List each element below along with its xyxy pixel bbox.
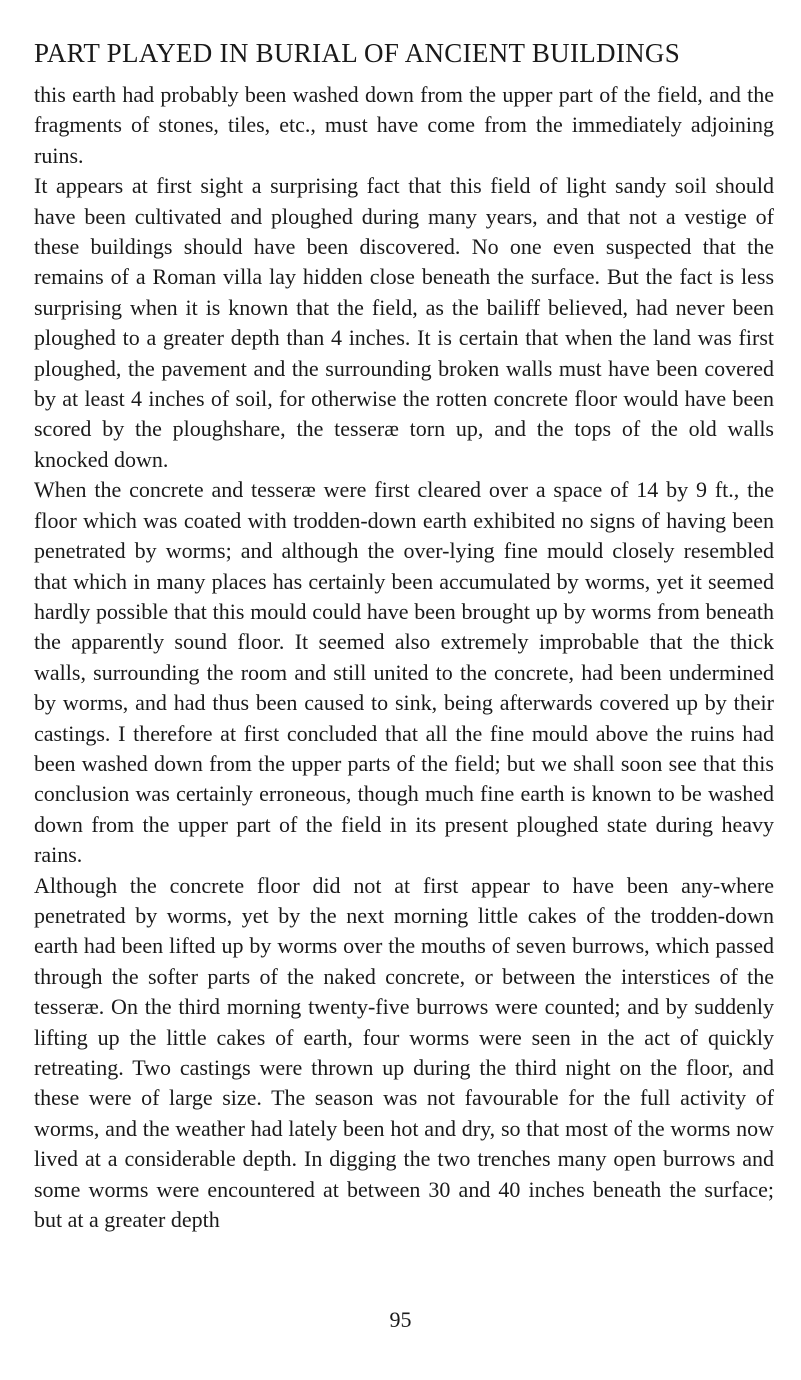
paragraph: this earth had probably been washed down from the upper part of the field, and the fragments of stones, tiles, etc., must have come from the immediately adjoining ruins. — [34, 82, 774, 168]
paragraph: Although the concrete floor did not at first appear to have been any-where penetrated by worms, yet by the next morning little cakes of the trodden-down earth had been lifted up by worms over the mouths of seven burrows, which passed through the softer parts of the naked concrete, or between the interstices of the tesseræ. On the third morning twenty-five burrows were counted; and by suddenly lifting up the little cakes of earth, four worms were seen in the act of quickly retreating. Two castings were thrown up during the third night on the floor, and these were of large size. The season was not favourable for the full activity of worms, and the weather had lately been hot and dry, so that most of the worms now lived at a considerable depth. In digging the two trenches many open burrows and some worms were encountered at between 30 and 40 inches beneath the surface; but at a greater depth — [34, 872, 774, 1233]
page-number: 95 — [389, 1307, 412, 1332]
book-page — [34, 38, 774, 1235]
running-head: PART PLAYED IN BURIAL OF ANCIENT BUILDINGS — [34, 38, 681, 68]
paragraph: It appears at first sight a surprising fact that this field of light sandy soil should have been cultivated and ploughed during many years, and that not a vestige of these buildings should have been discovered. No one even suspected that the remains of a Roman villa lay hidden close beneath the surface. But the fact is less surprising when it is known that the field, as the bailiff believed, had never been ploughed to a greater depth than 4 inches. It is certain that when the land was first ploughed, the pavement and the surrounding broken walls must have been covered by at least 4 inches of soil, for otherwise the rotten concrete floor would have been scored by the ploughshare, the tesseræ torn up, and the tops of the old walls knocked down. — [34, 173, 774, 472]
body-text — [34, 80, 774, 1235]
paragraph: When the concrete and tesseræ were first cleared over a space of 14 by 9 ft., the floor which was coated with trodden-down earth exhibited no signs of having been penetrated by worms; and although the over-lying fine mould closely resembled that which in many places has certainly been accumulated by worms, yet it seemed hardly possible that this mould could have been brought up by worms from beneath the apparently sound floor. It seemed also extremely improbable that the thick walls, surrounding the room and still united to the concrete, had been undermined by worms, and had thus been caused to sink, being afterwards covered up by their castings. I therefore at first concluded that all the fine mould above the ruins had been washed down from the upper parts of the field; but we shall soon see that this conclusion was certainly erroneous, though much fine earth is known to be washed down from the upper part of the field in its present ploughed state during heavy rains. — [34, 477, 774, 868]
